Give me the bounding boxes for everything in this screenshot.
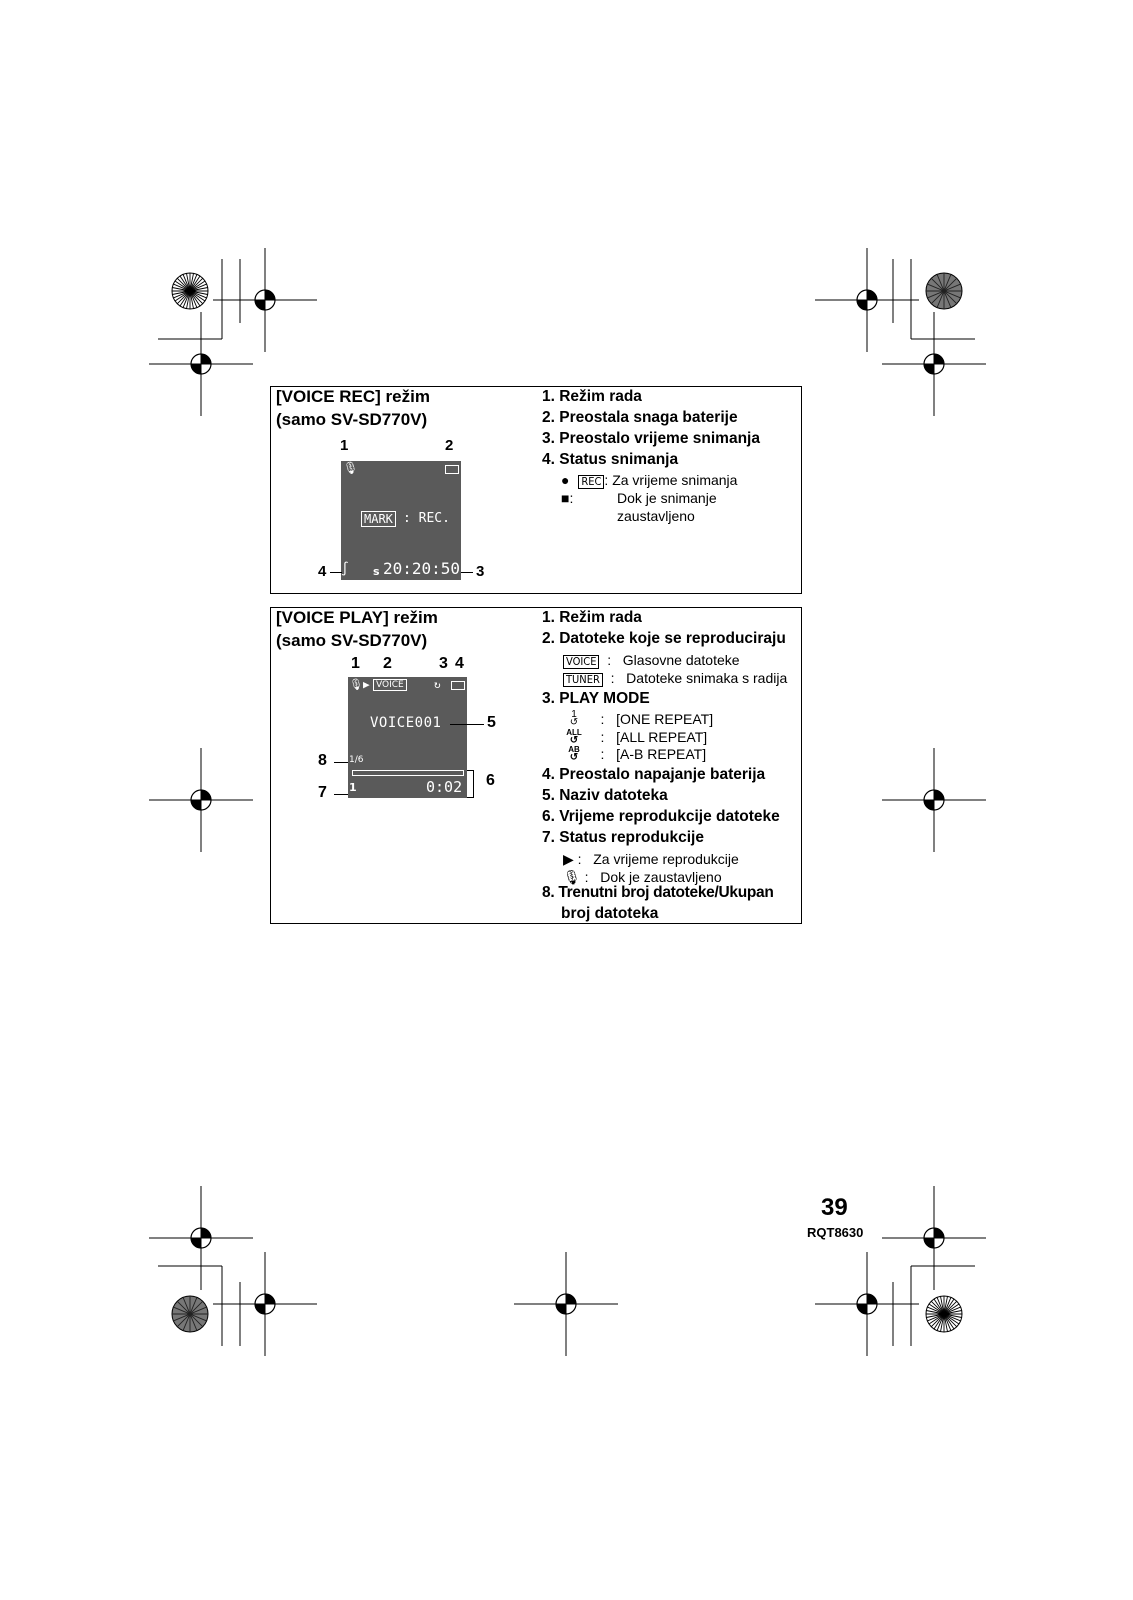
- voice-rec-screen: [341, 461, 461, 580]
- colon: :: [606, 670, 623, 686]
- colon: :: [588, 729, 613, 745]
- rec-status-stopped-text-1: Dok je snimanje: [617, 490, 717, 506]
- play-mode-all: [563, 729, 707, 746]
- callout-5-line: [450, 724, 484, 725]
- play-item-3: 3. PLAY MODE: [542, 690, 650, 707]
- play-item-8-cont: broj datoteka: [561, 905, 659, 922]
- play-mode-one: [563, 711, 713, 728]
- document-code: RQT8630: [807, 1225, 864, 1240]
- play-item-2: 2. Datoteke koje se reproduciraju: [542, 630, 786, 647]
- colon: :: [588, 746, 613, 762]
- callout-2: 2: [445, 437, 454, 454]
- play-status-stopped-text: Dok je zaustavljeno: [600, 869, 722, 885]
- play-status-playing-text: Za vrijeme reprodukcije: [593, 851, 739, 867]
- recording-status-icon: ∫: [341, 562, 349, 577]
- rec-item-2: 2. Preostala snaga baterije: [542, 409, 738, 426]
- file-type-tuner: [563, 670, 787, 687]
- callout-7: 7: [318, 784, 327, 801]
- mark-text: : REC.: [403, 511, 450, 526]
- colon: :: [584, 869, 597, 885]
- colon: :: [604, 472, 613, 488]
- play-status-playing: [563, 851, 739, 868]
- voice-play-subtitle: (samo SV-SD770V): [276, 631, 428, 650]
- rec-item-4: 4. Status snimanja: [542, 451, 679, 468]
- voice-play-title: [VOICE PLAY] režim: [276, 608, 438, 627]
- play-item-7: 7. Status reprodukcije: [542, 829, 704, 846]
- file-type-tuner-text: Datoteke snimaka s radija: [626, 670, 788, 686]
- callout-4-line: [330, 572, 342, 573]
- play-mode-ab: [563, 746, 706, 763]
- callout-3-line: [461, 572, 473, 573]
- play-item-6: 6. Vrijeme reprodukcije datoteke: [542, 808, 780, 825]
- colon: :: [577, 851, 590, 867]
- callout-3: 3: [476, 563, 485, 580]
- colon: :: [603, 652, 619, 668]
- one-repeat-icon: 1 ↺: [569, 709, 579, 728]
- microphone-icon: 🎙: [563, 869, 581, 885]
- play-mode-one-text: [ONE REPEAT]: [616, 711, 714, 727]
- callout-6-bracket: [467, 770, 474, 798]
- callout-5: 5: [487, 714, 496, 731]
- playback-time: 0:02: [426, 778, 463, 796]
- callout-1: 1: [340, 437, 349, 454]
- file-type-voice: [563, 652, 740, 669]
- bullet-icon: ●: [561, 472, 570, 488]
- callout-8: 8: [318, 752, 327, 769]
- voice-rec-subtitle: (samo SV-SD770V): [276, 410, 428, 429]
- callout-8-line: [334, 762, 348, 763]
- callout-1: 1: [351, 655, 360, 672]
- play-mode-ab-text: [A-B REPEAT]: [616, 746, 707, 762]
- play-item-5: 5. Naziv datoteka: [542, 787, 668, 804]
- battery-icon: [445, 465, 459, 474]
- time-prefix: s: [373, 565, 380, 578]
- voice-badge: VOICE: [563, 655, 599, 669]
- voice-badge: VOICE: [373, 679, 407, 691]
- rec-icon: REC: [578, 475, 604, 489]
- rec-item-3: 3. Preostalo vrijeme snimanja: [542, 430, 760, 447]
- voice-rec-title: [VOICE REC] režim: [276, 387, 430, 406]
- rec-status-stopped-row: [561, 490, 573, 507]
- file-type-voice-text: Glasovne datoteke: [622, 652, 740, 668]
- play-icon: ▶: [563, 851, 574, 867]
- progress-bar: [352, 770, 464, 776]
- callout-7-line: [334, 794, 348, 795]
- play-mode-icon: 🎙▶: [349, 678, 370, 691]
- callout-6: 6: [486, 772, 495, 789]
- play-mode-all-text: [ALL REPEAT]: [616, 729, 708, 745]
- colon: :: [588, 711, 613, 727]
- tuner-badge: TUNER: [563, 673, 603, 687]
- play-item-1: 1. Režim rada: [542, 609, 642, 626]
- all-repeat-icon: ALL ↺: [566, 728, 582, 746]
- rec-status-recording-row: [561, 472, 737, 489]
- callout-4: 4: [318, 563, 327, 580]
- rec-status-recording-text: Za vrijeme snimanja: [612, 472, 738, 488]
- mark-label: MARK: [361, 511, 396, 527]
- microphone-icon: 🎙: [343, 461, 359, 475]
- filename: VOICE001: [370, 715, 442, 731]
- callout-4: 4: [455, 655, 464, 672]
- ab-repeat-icon: AB ↺: [568, 745, 580, 763]
- play-item-8: 8. Trenutni broj datoteke/Ukupan: [542, 884, 774, 901]
- callout-3: 3: [439, 655, 448, 672]
- callout-2: 2: [383, 655, 392, 672]
- play-status-number: 1: [349, 781, 357, 794]
- rec-status-stopped-text-2: zaustavljeno: [617, 508, 695, 524]
- stop-icon: ■:: [561, 490, 574, 506]
- file-counter: 1/6: [349, 755, 364, 765]
- remaining-time: 20:20:50: [383, 559, 461, 578]
- battery-icon: [451, 681, 465, 690]
- voice-play-screen: [348, 677, 467, 798]
- page-number: 39: [821, 1194, 848, 1221]
- rec-item-1: 1. Režim rada: [542, 388, 642, 405]
- play-item-4: 4. Preostalo napajanje baterija: [542, 766, 766, 783]
- repeat-icon: ↻: [434, 678, 441, 691]
